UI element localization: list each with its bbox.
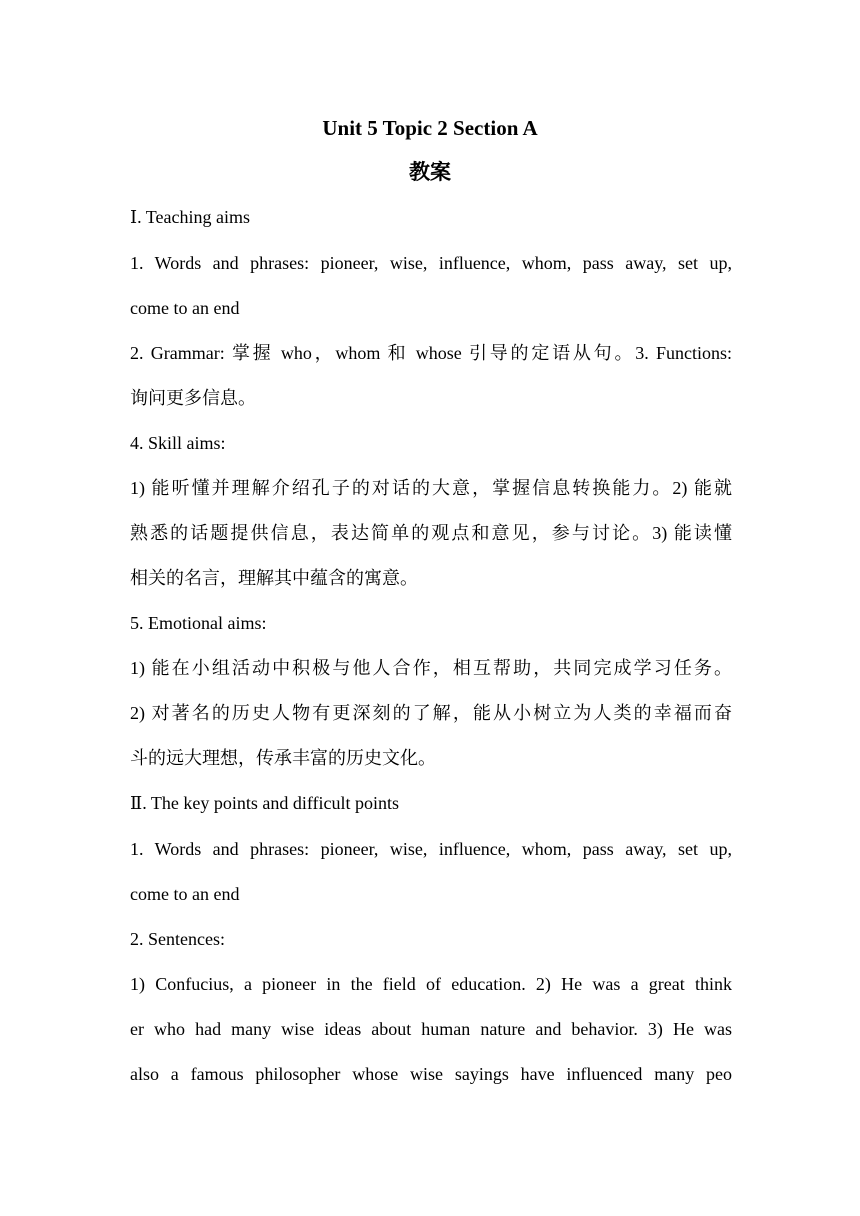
paragraph-line: 熟悉的话题提供信息，表达简单的观点和意见，参与讨论。3) 能读懂 — [130, 523, 732, 543]
paragraph-line: 1) Confucius, a pioneer in the field of education. 2) He was a great think — [130, 974, 732, 994]
document-subtitle: 教案 — [409, 160, 451, 184]
paragraph-line: 相关的名言，理解其中蕴含的寓意。 — [130, 568, 418, 588]
subheading-sentences: 2. Sentences: — [130, 929, 225, 949]
section-heading-teaching-aims: Ⅰ. Teaching aims — [130, 207, 250, 227]
subheading-skill-aims: 4. Skill aims: — [130, 433, 226, 453]
paragraph-line: 询问更多信息。 — [130, 388, 256, 408]
paragraph-line: 斗的远大理想，传承丰富的历史文化。 — [130, 748, 436, 768]
paragraph-line: 2) 对著名的历史人物有更深刻的了解，能从小树立为人类的幸福而奋 — [130, 703, 732, 723]
paragraph-line: 2. Grammar: 掌握 who，whom 和 whose 引导的定语从句。3. Functions: — [130, 343, 732, 363]
paragraph-line: 1) 能听懂并理解介绍孔子的对话的大意，掌握信息转换能力。2) 能就 — [130, 478, 732, 498]
document-title: Unit 5 Topic 2 Section A — [322, 116, 538, 140]
paragraph-line: also a famous philosopher whose wise sayings have influenced many peo — [130, 1064, 732, 1084]
paragraph-line: come to an end — [130, 884, 240, 904]
paragraph-line: 1) 能在小组活动中积极与他人合作，相互帮助，共同完成学习任务。 — [130, 658, 732, 678]
paragraph-line: er who had many wise ideas about human nature and behavior. 3) He was — [130, 1019, 732, 1039]
paragraph-line: come to an end — [130, 298, 240, 318]
subheading-emotional-aims: 5. Emotional aims: — [130, 613, 267, 633]
paragraph-line: 1. Words and phrases: pioneer, wise, influence, whom, pass away, set up, — [130, 253, 732, 273]
paragraph-line: 1. Words and phrases: pioneer, wise, influence, whom, pass away, set up, — [130, 839, 732, 859]
section-heading-key-points: Ⅱ. The key points and difficult points — [130, 793, 400, 813]
